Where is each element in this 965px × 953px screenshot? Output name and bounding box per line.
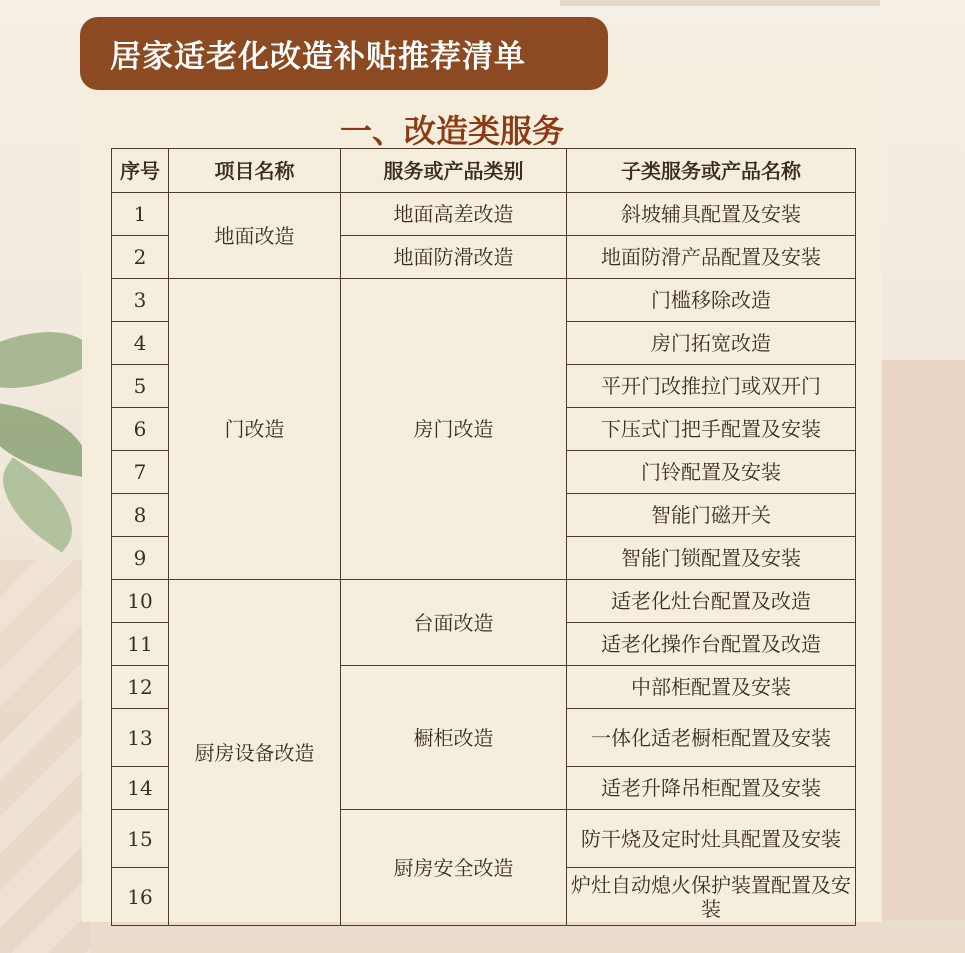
subsidy-table [111,148,856,926]
item-name: 房门拓宽改造 [567,322,856,365]
item-name: 平开门改推拉门或双开门 [567,365,856,408]
row-number: 15 [112,810,169,868]
row-number: 13 [112,709,169,767]
row-number: 7 [112,451,169,494]
row-number: 1 [112,193,169,236]
item-name: 防干烧及定时灶具配置及安装 [567,810,856,868]
item-name: 炉灶自动熄火保护装置配置及安装 [567,868,856,926]
category-name: 房门改造 [341,279,567,580]
project-name: 地面改造 [169,193,341,279]
row-number: 8 [112,494,169,537]
row-number: 12 [112,666,169,709]
item-name: 适老化灶台配置及改造 [567,580,856,623]
item-name: 适老化操作台配置及改造 [567,623,856,666]
project-name: 厨房设备改造 [169,580,341,926]
page-title: 居家适老化改造补贴推荐清单 [110,39,526,75]
item-name: 一体化适老橱柜配置及安装 [567,709,856,767]
title-banner [80,17,608,90]
table-row [112,279,856,322]
item-name: 地面防滑产品配置及安装 [567,236,856,279]
item-name: 适老升降吊柜配置及安装 [567,767,856,810]
project-name: 门改造 [169,279,341,580]
category-name: 橱柜改造 [341,666,567,810]
row-number: 10 [112,580,169,623]
row-number: 2 [112,236,169,279]
column-header-category: 服务或产品类别 [341,149,567,193]
category-name: 厨房安全改造 [341,810,567,926]
section-title: 一、改造类服务 [340,112,565,150]
row-number: 3 [112,279,169,322]
row-number: 5 [112,365,169,408]
item-name: 斜坡辅具配置及安装 [567,193,856,236]
row-number: 16 [112,868,169,926]
row-number: 11 [112,623,169,666]
row-number: 9 [112,537,169,580]
column-header-item: 子类服务或产品名称 [567,149,856,193]
background-floor-tiles [0,560,90,953]
item-name: 门铃配置及安装 [567,451,856,494]
category-name: 地面高差改造 [341,193,567,236]
column-header-project: 项目名称 [169,149,341,193]
item-name: 门槛移除改造 [567,279,856,322]
row-number: 14 [112,767,169,810]
item-name: 智能门磁开关 [567,494,856,537]
category-name: 台面改造 [341,580,567,666]
item-name: 智能门锁配置及安装 [567,537,856,580]
table-row [112,580,856,623]
background-band [560,0,880,6]
table-header-row [112,149,856,193]
category-name: 地面防滑改造 [341,236,567,279]
table-row [112,193,856,236]
item-name: 中部柜配置及安装 [567,666,856,709]
column-header-number: 序号 [112,149,169,193]
row-number: 4 [112,322,169,365]
item-name: 下压式门把手配置及安装 [567,408,856,451]
row-number: 6 [112,408,169,451]
